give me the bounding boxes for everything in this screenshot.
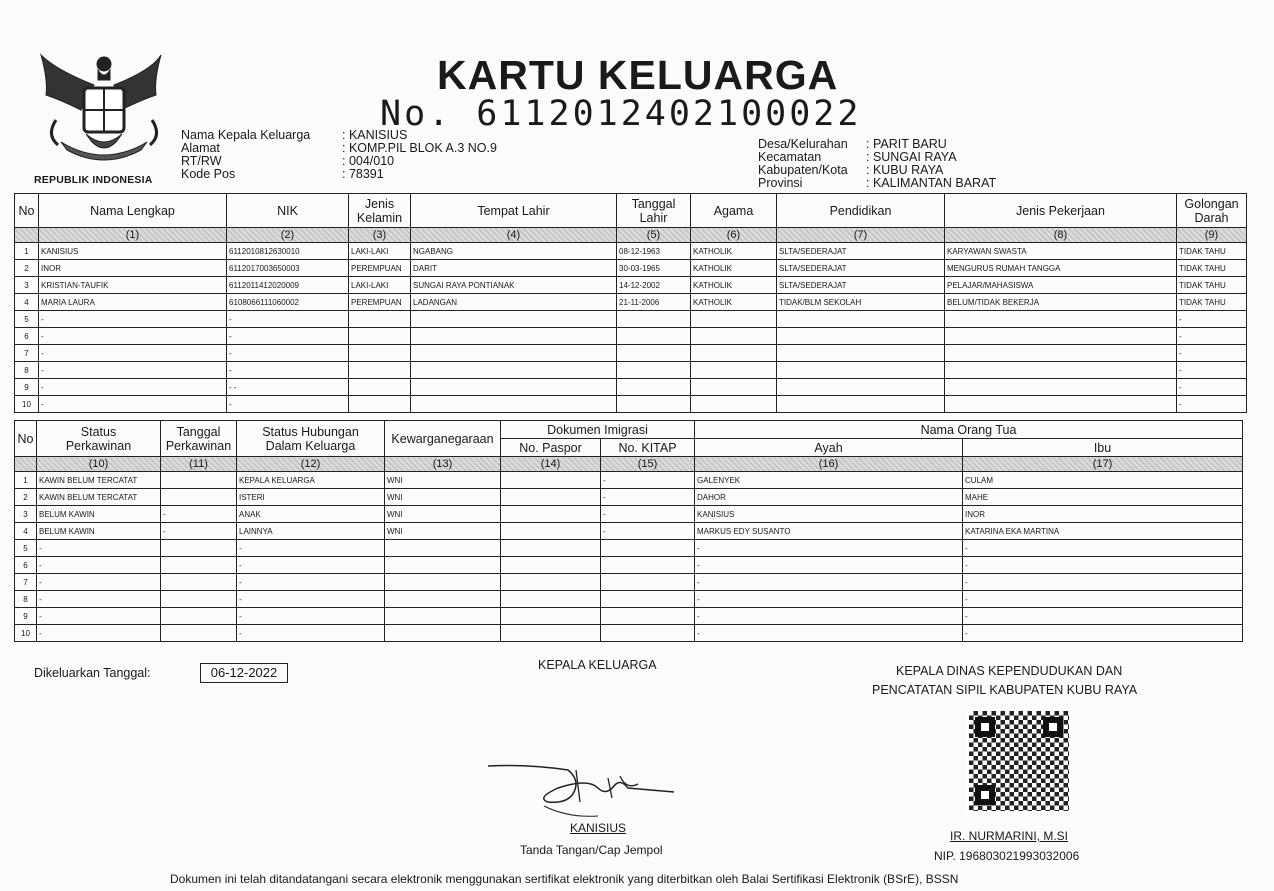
table-row (15, 574, 1243, 591)
table-cell (691, 328, 777, 345)
table-cell: - (1177, 328, 1247, 345)
table-cell: KATHOLIK (691, 277, 777, 294)
table-cell: 5 (15, 540, 37, 557)
dinas-line1: KEPALA DINAS KEPENDUDUKAN DAN (896, 664, 1123, 678)
table-cell (411, 345, 617, 362)
table-cell: 4 (15, 294, 39, 311)
table-cell (411, 379, 617, 396)
table-cell: - (601, 472, 695, 489)
official-name: IR. NURMARINI, M.SI (950, 829, 1069, 843)
table-cell (161, 608, 237, 625)
colnum: (16) (695, 457, 963, 472)
table-cell: 4 (15, 523, 37, 540)
table-cell: PEREMPUAN (349, 294, 411, 311)
table-row (15, 608, 1243, 625)
table-cell: WNI (385, 489, 501, 506)
colnum: (11) (161, 457, 237, 472)
table-cell (411, 362, 617, 379)
table-row (15, 557, 1243, 574)
table-row (15, 489, 1243, 506)
table-cell: 6112017003650003 (227, 260, 349, 277)
table-cell (501, 625, 601, 642)
table-cell (617, 345, 691, 362)
colnum: (17) (963, 457, 1243, 472)
table-cell: - (39, 328, 227, 345)
table-row (15, 540, 1243, 557)
colnum: (6) (691, 228, 777, 243)
country-label: REPUBLIK INDONESIA (34, 174, 153, 186)
table-cell: WNI (385, 506, 501, 523)
table-row (15, 523, 1243, 540)
value-rt-rw: : 004/010 (342, 154, 395, 168)
label-desa: Desa/Kelurahan (758, 137, 848, 151)
th-ibu: Ibu (963, 439, 1243, 457)
table-cell: INOR (963, 506, 1243, 523)
table-cell (945, 328, 1177, 345)
th-agama: Agama (691, 194, 777, 228)
th-jenis-kelamin: Jenis Kelamin (349, 194, 411, 228)
table-cell (617, 379, 691, 396)
table-cell: 2 (15, 260, 39, 277)
table-cell: - (39, 396, 227, 413)
document-number: No. 6112012402100022 (380, 94, 862, 134)
table-cell: KANISIUS (39, 243, 227, 260)
table-cell (385, 608, 501, 625)
table-cell: - (161, 506, 237, 523)
table-cell: MARIA LAURA (39, 294, 227, 311)
value-provinsi: : KALIMANTAN BARAT (866, 176, 997, 190)
table-cell (349, 311, 411, 328)
table-cell (161, 625, 237, 642)
table-cell: MENGURUS RUMAH TANGGA (945, 260, 1177, 277)
issued-label: Dikeluarkan Tanggal: (34, 666, 151, 680)
table-cell (501, 472, 601, 489)
th2-no: No (15, 421, 37, 457)
table-row (15, 243, 1247, 260)
table-cell: - (227, 396, 349, 413)
table-row (15, 472, 1243, 489)
table-cell (385, 591, 501, 608)
table-cell (945, 311, 1177, 328)
colnum: (14) (501, 457, 601, 472)
colnum: (5) (617, 228, 691, 243)
table-cell (501, 506, 601, 523)
table-row (15, 379, 1247, 396)
table-cell: - (963, 540, 1243, 557)
table-cell: WNI (385, 472, 501, 489)
table-cell: - (1177, 379, 1247, 396)
table-cell (385, 625, 501, 642)
family-members-table (14, 193, 1247, 413)
table-cell: 14-12-2002 (617, 277, 691, 294)
table-cell: TIDAK TAHU (1177, 260, 1247, 277)
table-cell: ISTERI (237, 489, 385, 506)
issued-date: 06-12-2022 (200, 663, 288, 683)
table-row (15, 328, 1247, 345)
table-cell (501, 523, 601, 540)
th-tempat-lahir: Tempat Lahir (411, 194, 617, 228)
table-cell: BELUM/TIDAK BEKERJA (945, 294, 1177, 311)
value-kecamatan: : SUNGAI RAYA (866, 150, 957, 164)
table-cell (777, 362, 945, 379)
table-cell: GALENYEK (695, 472, 963, 489)
table-cell: - (37, 540, 161, 557)
table-cell (385, 574, 501, 591)
table-cell: - (227, 311, 349, 328)
table-row (15, 345, 1247, 362)
table-cell: DAHOR (695, 489, 963, 506)
th-golongan-darah: Golongan Darah (1177, 194, 1247, 228)
colnum: (7) (777, 228, 945, 243)
label-alamat: Alamat (181, 141, 220, 155)
table-cell (691, 396, 777, 413)
table-cell (777, 396, 945, 413)
table-cell: - (227, 362, 349, 379)
table-cell: - (963, 625, 1243, 642)
table-cell: - (601, 523, 695, 540)
value-kode-pos: : 78391 (342, 167, 384, 181)
table-cell (691, 311, 777, 328)
table-cell (777, 328, 945, 345)
table-cell (601, 540, 695, 557)
colnum: (8) (945, 228, 1177, 243)
table-cell: - - (227, 379, 349, 396)
table-cell: 2 (15, 489, 37, 506)
table-cell: - (695, 540, 963, 557)
table-cell: - (237, 625, 385, 642)
th-pendidikan: Pendidikan (777, 194, 945, 228)
table-cell: 9 (15, 379, 39, 396)
table-cell: KRISTIAN-TAUFIK (39, 277, 227, 294)
table-cell (617, 311, 691, 328)
th-status-hubungan: Status Hubungan Dalam Keluarga (237, 421, 385, 457)
table-cell: - (695, 591, 963, 608)
table-cell: DARIT (411, 260, 617, 277)
th-no: No (15, 194, 39, 228)
table-cell: CULAM (963, 472, 1243, 489)
colnum: (10) (37, 457, 161, 472)
label-provinsi: Provinsi (758, 176, 803, 190)
table-cell: - (237, 540, 385, 557)
table-cell: 3 (15, 277, 39, 294)
family-status-table (14, 420, 1243, 642)
qr-code-icon (966, 708, 1072, 814)
value-kabupaten: : KUBU RAYA (866, 163, 944, 177)
table-row (15, 311, 1247, 328)
table-cell: SUNGAI RAYA PONTIANAK (411, 277, 617, 294)
table-cell (349, 379, 411, 396)
table-cell: - (237, 574, 385, 591)
table-cell: 5 (15, 311, 39, 328)
table-cell: 10 (15, 396, 39, 413)
table-cell (161, 489, 237, 506)
table-cell: - (1177, 362, 1247, 379)
table-cell: 6 (15, 328, 39, 345)
table-cell: - (227, 328, 349, 345)
table-cell: 1 (15, 472, 37, 489)
table-cell: - (601, 489, 695, 506)
table-cell (501, 540, 601, 557)
table-cell (777, 345, 945, 362)
table-cell: LAKI-LAKI (349, 243, 411, 260)
table-cell (501, 591, 601, 608)
table-row (15, 591, 1243, 608)
table-cell (601, 574, 695, 591)
table-cell: - (237, 591, 385, 608)
table-cell: KAWIN BELUM TERCATAT (37, 472, 161, 489)
th-no-kitap: No. KITAP (601, 439, 695, 457)
th-tanggal-perkawinan: Tanggal Perkawinan (161, 421, 237, 457)
label-nama-kepala: Nama Kepala Keluarga (181, 128, 311, 142)
region-values (866, 138, 996, 190)
table-cell (411, 396, 617, 413)
th-dokumen-imigrasi: Dokumen Imigrasi (501, 421, 695, 439)
table-cell: - (39, 379, 227, 396)
table-cell (691, 345, 777, 362)
table-cell (601, 608, 695, 625)
value-desa: : PARIT BARU (866, 137, 947, 151)
table-cell: TIDAK TAHU (1177, 294, 1247, 311)
official-nip: NIP. 196803021993032006 (934, 849, 1080, 863)
table-cell: - (695, 608, 963, 625)
th-no-paspor: No. Paspor (501, 439, 601, 457)
table-cell: - (963, 591, 1243, 608)
table-cell: - (161, 523, 237, 540)
head-labels (181, 129, 310, 181)
table-cell: INOR (39, 260, 227, 277)
table-cell (777, 311, 945, 328)
colnum: (12) (237, 457, 385, 472)
kepala-keluarga-label: KEPALA KELUARGA (538, 658, 657, 672)
table-row (15, 396, 1247, 413)
table-cell (161, 540, 237, 557)
table-cell (411, 328, 617, 345)
table-cell: KANISIUS (695, 506, 963, 523)
colnum: (3) (349, 228, 411, 243)
table-cell: KATHOLIK (691, 243, 777, 260)
colnum: (4) (411, 228, 617, 243)
table-cell: 6112010812630010 (227, 243, 349, 260)
table-cell (161, 574, 237, 591)
table-row (15, 277, 1247, 294)
th-nik: NIK (227, 194, 349, 228)
table-cell: ANAK (237, 506, 385, 523)
garuda-emblem-icon (36, 50, 166, 175)
table-cell: - (37, 591, 161, 608)
table-row (15, 294, 1247, 311)
signer-name: KANISIUS (570, 821, 627, 835)
th-kewarganegaraan: Kewarganegaraan (385, 421, 501, 457)
document-title: KARTU KELUARGA (437, 52, 839, 98)
table-cell: SLTA/SEDERAJAT (777, 243, 945, 260)
table-cell: - (1177, 345, 1247, 362)
table-cell: - (39, 345, 227, 362)
table-cell (601, 625, 695, 642)
table-cell: TIDAK/BLM SEKOLAH (777, 294, 945, 311)
table-cell: 6 (15, 557, 37, 574)
table-cell (777, 379, 945, 396)
value-alamat: : KOMP.PIL BLOK A.3 NO.9 (342, 141, 497, 155)
table-cell: - (1177, 311, 1247, 328)
table-row (15, 260, 1247, 277)
table-cell: - (227, 345, 349, 362)
table-cell (945, 345, 1177, 362)
table-cell (501, 608, 601, 625)
table-cell: 08-12-1963 (617, 243, 691, 260)
table-cell: WNI (385, 523, 501, 540)
table-cell (411, 311, 617, 328)
table-cell: LAKI-LAKI (349, 277, 411, 294)
table-cell: KEPALA KELUARGA (237, 472, 385, 489)
colnum: (9) (1177, 228, 1247, 243)
table-cell: 1 (15, 243, 39, 260)
table-cell (691, 379, 777, 396)
family-members-body (15, 243, 1247, 413)
table-cell: KATHOLIK (691, 260, 777, 277)
table-cell (617, 362, 691, 379)
label-kecamatan: Kecamatan (758, 150, 822, 164)
table-row (15, 506, 1243, 523)
table-cell: 30-03-1965 (617, 260, 691, 277)
table-cell: - (37, 557, 161, 574)
table-cell: - (695, 574, 963, 591)
electronic-signature-disclaimer: Dokumen ini telah ditandatangani secara elektronik menggunakan sertifikat elektronik yang diterbitkan oleh Balai Sertifikasi Elektronik (BSrE), BSSN (170, 872, 959, 886)
table-cell: BELUM KAWIN (37, 506, 161, 523)
table-cell: - (963, 608, 1243, 625)
dinas-line2: PENCATATAN SIPIL KABUPATEN KUBU RAYA (872, 683, 1138, 697)
table-cell: 9 (15, 608, 37, 625)
table-row (15, 625, 1243, 642)
table-cell: NGABANG (411, 243, 617, 260)
table-cell (945, 396, 1177, 413)
table-cell: KAWIN BELUM TERCATAT (37, 489, 161, 506)
label-rt-rw: RT/RW (181, 154, 222, 168)
colnum: (15) (601, 457, 695, 472)
table-cell: - (963, 574, 1243, 591)
table-cell: 6112011412020009 (227, 277, 349, 294)
table-cell: KARYAWAN SWASTA (945, 243, 1177, 260)
table-cell (617, 328, 691, 345)
th-nama: Nama Lengkap (39, 194, 227, 228)
table-cell: 8 (15, 362, 39, 379)
value-nama-kepala: : KANISIUS (342, 128, 408, 142)
table-cell: - (601, 506, 695, 523)
colnum: (1) (39, 228, 227, 243)
table-cell: TIDAK TAHU (1177, 243, 1247, 260)
table-cell: 8 (15, 591, 37, 608)
table-cell: 6108066111060002 (227, 294, 349, 311)
table-cell: - (37, 625, 161, 642)
th-tanggal-lahir: Tanggal Lahir (617, 194, 691, 228)
table-cell: - (1177, 396, 1247, 413)
table-cell (161, 472, 237, 489)
table-cell: - (237, 557, 385, 574)
th-pekerjaan: Jenis Pekerjaan (945, 194, 1177, 228)
table-cell: KATHOLIK (691, 294, 777, 311)
table-cell: - (39, 362, 227, 379)
table-cell: MAHE (963, 489, 1243, 506)
table-cell: LADANGAN (411, 294, 617, 311)
table-cell (501, 557, 601, 574)
table-cell (349, 328, 411, 345)
table-cell: SLTA/SEDERAJAT (777, 277, 945, 294)
table-cell: - (963, 557, 1243, 574)
table-cell: PELAJAR/MAHASISWA (945, 277, 1177, 294)
label-kabupaten: Kabupaten/Kota (758, 163, 848, 177)
table-cell: 7 (15, 574, 37, 591)
table-cell (601, 591, 695, 608)
region-labels (758, 138, 848, 190)
table-cell (501, 574, 601, 591)
table-cell: - (39, 311, 227, 328)
table-cell: - (237, 608, 385, 625)
colnum: (2) (227, 228, 349, 243)
table-cell: TIDAK TAHU (1177, 277, 1247, 294)
table-cell (945, 362, 1177, 379)
table-cell (617, 396, 691, 413)
table-cell: - (37, 574, 161, 591)
table-cell (349, 345, 411, 362)
family-status-body (15, 472, 1243, 642)
table-cell (385, 540, 501, 557)
table-cell: 7 (15, 345, 39, 362)
colnum: (13) (385, 457, 501, 472)
table-cell (349, 396, 411, 413)
table-cell: MARKUS EDY SUSANTO (695, 523, 963, 540)
table-cell (691, 362, 777, 379)
table-cell (161, 591, 237, 608)
table-cell (501, 489, 601, 506)
table-cell: - (37, 608, 161, 625)
th-status-perkawinan: Status Perkawinan (37, 421, 161, 457)
table-cell: 3 (15, 506, 37, 523)
table-cell: SLTA/SEDERAJAT (777, 260, 945, 277)
table-cell (945, 379, 1177, 396)
table-cell (161, 557, 237, 574)
table-cell: - (695, 625, 963, 642)
table-cell: PEREMPUAN (349, 260, 411, 277)
table-cell: LAINNYA (237, 523, 385, 540)
head-values (342, 129, 497, 181)
label-kode-pos: Kode Pos (181, 167, 236, 181)
table-cell: 10 (15, 625, 37, 642)
table-cell: 21-11-2006 (617, 294, 691, 311)
table-cell: KATARINA EKA MARTINA (963, 523, 1243, 540)
table-row (15, 362, 1247, 379)
table-cell (601, 557, 695, 574)
table-cell (385, 557, 501, 574)
table-cell (349, 362, 411, 379)
signature-icon (488, 758, 678, 822)
table-cell: BELUM KAWIN (37, 523, 161, 540)
th-ayah: Ayah (695, 439, 963, 457)
th-nama-orang-tua: Nama Orang Tua (695, 421, 1243, 439)
signer-caption: Tanda Tangan/Cap Jempol (520, 843, 663, 857)
table-cell: - (695, 557, 963, 574)
